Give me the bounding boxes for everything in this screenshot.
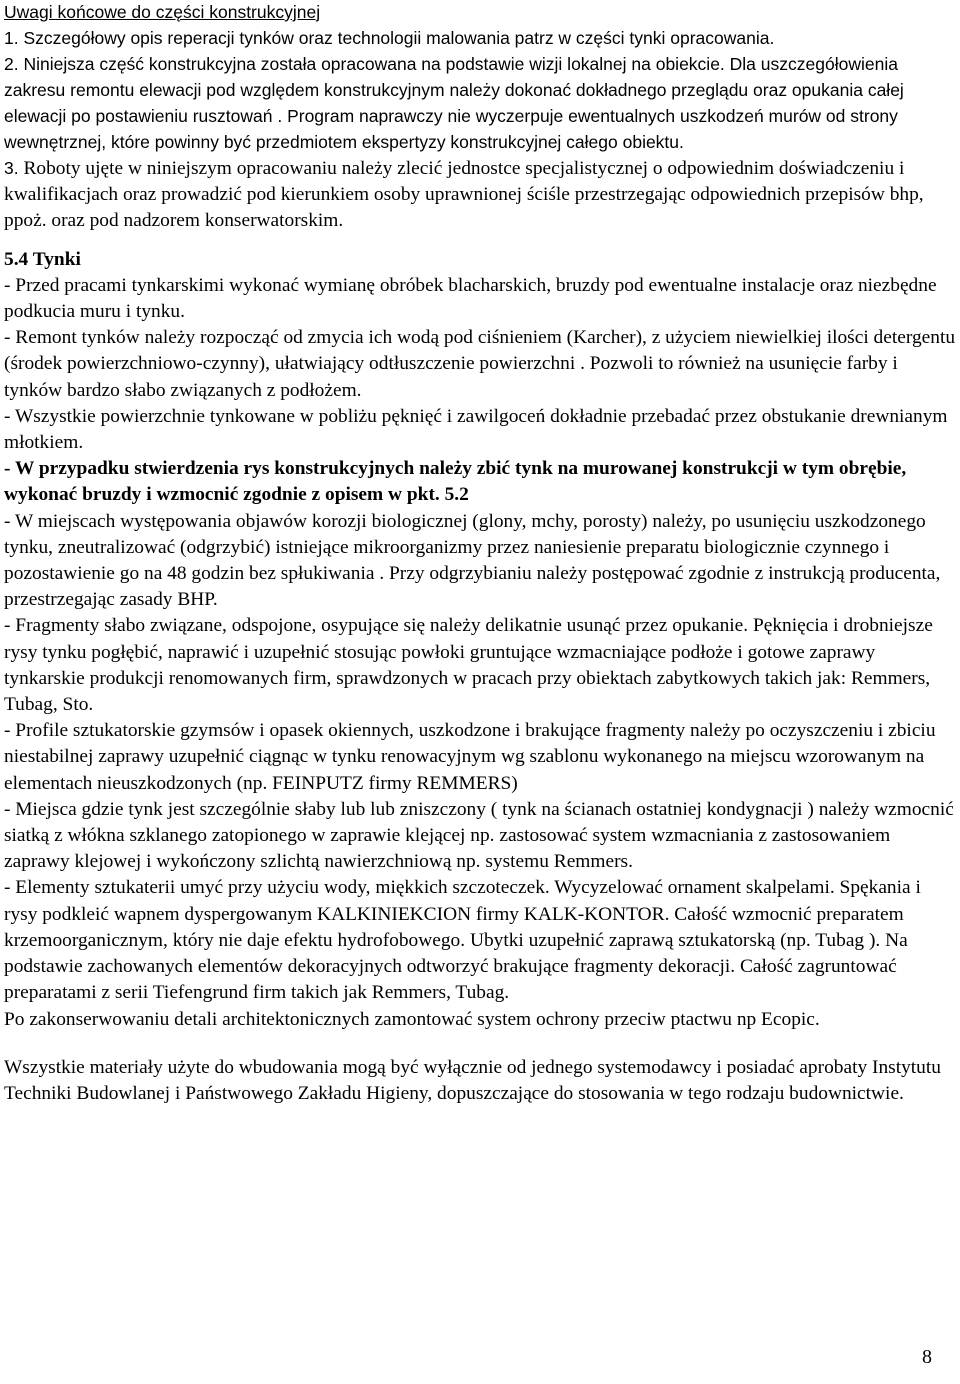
paragraph-9: - Elementy sztukaterii umyć przy użyciu wody, miękkich szczoteczek. Wycyzelować ornament skalpelami. Spękania i rysy podkleić wapnem dyspergowanym KALKINIEKCION firmy KALK-KONTOR. Całość wzmocnić preparatem krzemoorganicznym, który nie daje efektu hydrofobowego. Ubytki uzupełnić zaprawą sztukatorską (np. Tubag ). Na podstawie zachowanych elementów dekoracyjnych odtworzyć brakujące fragmenty dekoracji. Całość zagruntować preparatami z serii Tiefengrund firm takich jak Remmers, Tubag.: [4, 877, 921, 1004]
page-number: 8: [922, 1346, 932, 1368]
paragraph-7: - Profile sztukatorskie gzymsów i opasek okiennych, uszkodzone i brakujące fragmenty należy po oczyszczeniu i zbiciu niestabilnej zaprawy uzupełnić ciągnąc w tynku renowacyjnym wg szablonu wykonanego na miejscu wzorowanym na elementach nieuszkodzonych (np. FEINPUTZ firmy REMMERS): [4, 720, 936, 794]
uwagi-item-3: [4, 155, 956, 235]
uwagi-title: Uwagi końcowe do części konstrukcyjnej: [4, 2, 321, 22]
paragraph-2: - Remont tynków należy rozpocząć od zmycia ich wodą pod ciśnieniem (Karcher), z użyciem niewielkiej ilości detergentu (środek powierzchniowo-czynny), ułatwiający odtłuszczenie powierzchni . Pozwoli to również na usunięcie farby i tynków bardzo słabo związanych z podłożem.: [4, 327, 956, 401]
paragraph-3: - Wszystkie powierzchnie tynkowane w pobliżu pęknięć i zawilgoceń dokładnie przebadać przez obstukanie drewnianym młotkiem.: [4, 405, 948, 454]
uwagi-item-3-number: 3.: [4, 158, 19, 178]
paragraph-8: - Miejsca gdzie tynk jest szczególnie słaby lub lub zniszczony ( tynk na ścianach ostatniej kondygnacji ) należy wzmocnić siatką z włókna szklanego zatopionego w zaprawie klejącej np. zastosować system wzmacniania z zastosowaniem zaprawy klejowej i wykończony szlichtą nawierzchniową np. systemu Remmers.: [4, 798, 954, 873]
uwagi-item-1: 1. Szczegółowy opis reperacji tynków oraz technologii malowania patrz w części tynki opracowania.: [4, 28, 775, 48]
uwagi-item-2: 2. Niniejsza część konstrukcyjna została opracowana na podstawie wizji lokalnej na obiekcie. Dla uszczegółowienia zakresu remontu elewacji pod względem konstrukcyjnym należy dokonać dokładnego przeglądu oraz opukania całej elewacji po postawieniu rusztowań . Program naprawczy nie wyczerpuje ewentualnych uszkodzeń murów od strony wewnętrznej, które powinny być przedmiotem ekspertyzy konstrukcyjnej całego obiektu.: [4, 54, 904, 152]
paragraph-10: Po zakonserwowaniu detali architektonicznych zamontować system ochrony przeciw ptactwu np Ecopic.: [4, 1008, 820, 1030]
paragraph-5: - W miejscach występowania objawów korozji biologicznej (glony, mchy, porosty) należy, po usunięciu uszkodzonego tynku, zneutralizować (odgrzybić) istniejące mikroorganizmy przez naniesienie preparatu biologicznie czynnego i pozostawienie go na 48 godzin bez spłukiwania . Przy odgrzybianiu należy postępować zgodnie z instrukcją producenta, przestrzegając zasady BHP.: [4, 510, 941, 611]
paragraph-1: - Przed pracami tynkarskimi wykonać wymianę obróbek blacharskich, bruzdy pod ewentualne instalacje oraz niezbędne podkucia muru i tynku.: [4, 274, 937, 323]
section-heading-tynki: 5.4 Tynki: [4, 248, 81, 270]
paragraph-11: Wszystkie materiały użyte do wbudowania mogą być wyłącznie od jednego systemodawcy i posiadać aprobaty Instytutu Techniki Budowlanej i Państwowego Zakładu Higieny, dopuszczające do stosowania w tego rodzaju budownictwie.: [4, 1056, 941, 1104]
document-page: [4, 0, 956, 1107]
paragraph-6: - Fragmenty słabo związane, odspojone, osypujące się należy delikatnie usunąć przez opukanie. Pęknięcia i drobniejsze rysy tynku pogłębić, naprawić i uzupełnić stosując powłoki gruntujące wzmacniające podłoże i gotowe zaprawy tynkarskie produkcji renomowanych firm, sprawdzonych w pracach przy obiektach zabytkowych takich jak: Remmers, Tubag, Sto.: [4, 615, 933, 716]
paragraph-4-bold: - W przypadku stwierdzenia rys konstrukcyjnych należy zbić tynk na murowanej konstrukcji w tym obrębie, wykonać bruzdy i wzmocnić zgodnie z opisem w pkt. 5.2: [4, 458, 907, 506]
uwagi-item-3-text: Roboty ujęte w niniejszym opracowaniu należy zlecić jednostce specjalistycznej o odpowiednim doświadczeniu i kwalifikacjach oraz prowadzić pod kierunkiem osoby uprawnionej ściśle przestrzegając odpowiednich przepisów bhp, ppoż. oraz pod nadzorem konserwatorskim.: [4, 158, 924, 232]
